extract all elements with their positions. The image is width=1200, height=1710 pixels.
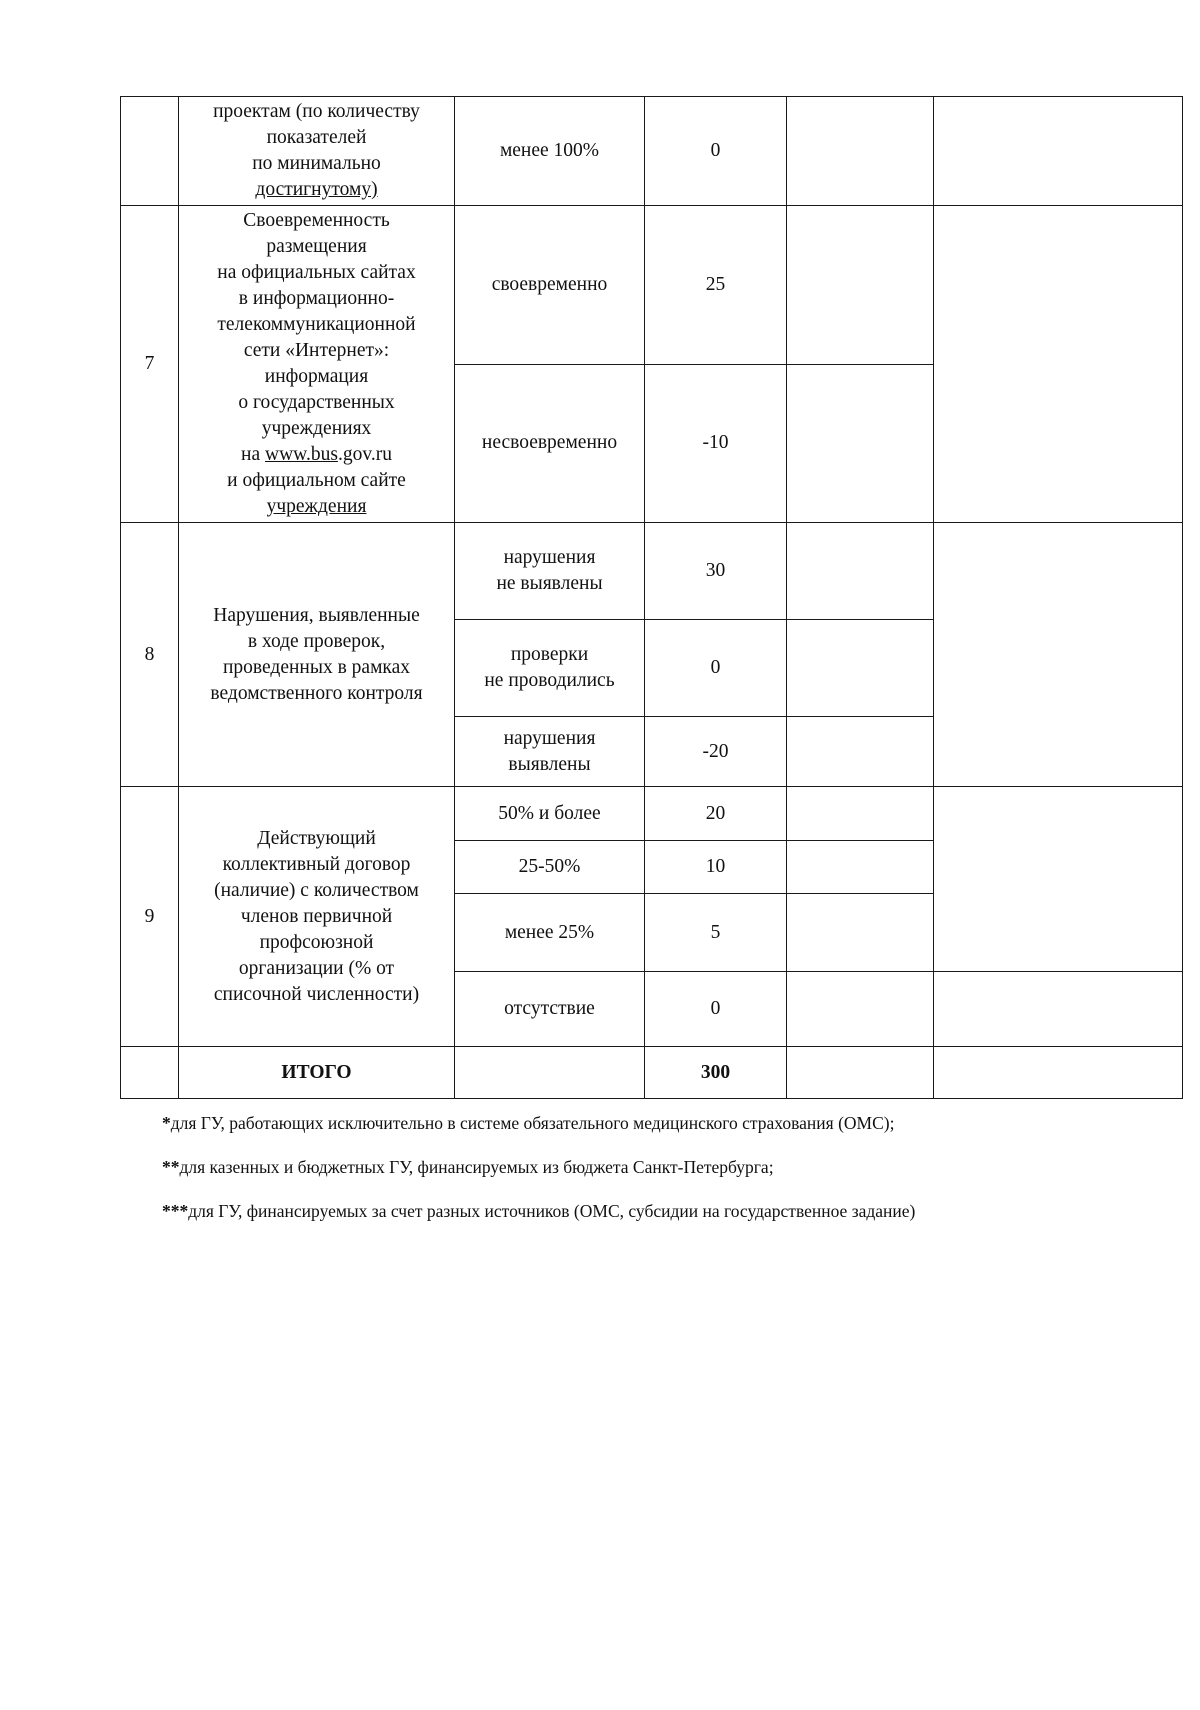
row-number-cell: 7 <box>121 206 179 523</box>
indicator-line: в информационно- <box>238 288 395 309</box>
indicator-line: коллективный договор <box>222 853 411 875</box>
blank-cell <box>934 1047 1183 1099</box>
footnote-text: для ГУ, финансируемых за счет разных источников (ОМС, субсидии на государственное задание) <box>188 1201 916 1221</box>
indicator-line: о государственных <box>238 392 395 413</box>
indicator-line: сети «Интернет»: <box>243 340 390 361</box>
indicator-cell <box>179 523 455 787</box>
indicator-line: информация <box>264 366 369 387</box>
points-cell: 25 <box>645 206 787 365</box>
indicator-line: Своевременность <box>243 210 390 231</box>
blank-cell <box>787 1047 934 1099</box>
table-row <box>121 206 1183 365</box>
indicator-cell <box>179 97 455 206</box>
blank-cell <box>787 364 934 523</box>
indicator-line: и официальном сайте <box>227 470 406 491</box>
blank-cell <box>934 972 1183 1047</box>
criterion-cell: своевременно <box>455 206 645 365</box>
criterion-cell: 25-50% <box>455 841 645 894</box>
criterion-line: нарушения <box>503 547 596 568</box>
indicator-prefix: на <box>241 444 266 465</box>
criterion-cell: отсутствие <box>455 972 645 1047</box>
indicator-cell <box>179 206 455 523</box>
criterion-cell <box>455 523 645 620</box>
footnote <box>162 1156 915 1178</box>
criterion-line: нарушения <box>503 727 596 749</box>
criterion-line: не проводились <box>484 670 615 691</box>
indicator-line: размещения <box>266 236 367 257</box>
criterion-line: не выявлены <box>496 573 603 594</box>
blank-cell <box>787 894 934 972</box>
table-row <box>121 97 1183 206</box>
blank-cell <box>787 787 934 841</box>
criterion-cell: менее 100% <box>455 97 645 206</box>
footnote <box>162 1200 915 1222</box>
indicator-line: членов первичной <box>240 905 393 927</box>
criteria-table <box>120 96 1183 1099</box>
criterion-line: выявлены <box>508 753 591 775</box>
row-number-cell: 9 <box>121 787 179 1047</box>
blank-cell <box>934 523 1183 787</box>
criterion-cell <box>455 620 645 717</box>
points-cell: 0 <box>645 620 787 717</box>
row-number-cell <box>121 1047 179 1099</box>
total-points: 300 <box>645 1047 787 1099</box>
points-cell: 0 <box>645 972 787 1047</box>
total-label: ИТОГО <box>179 1047 455 1099</box>
indicator-line: показателей <box>266 127 367 148</box>
blank-cell <box>787 523 934 620</box>
indicator-line: по минимально <box>252 153 381 174</box>
indicator-suffix: .gov.ru <box>337 444 392 465</box>
indicator-line: телекоммуникационной <box>217 314 416 335</box>
indicator-line: проектам (по количеству <box>213 101 420 122</box>
indicator-line: профсоюзной <box>259 931 374 953</box>
blank-cell <box>787 97 934 206</box>
footnote-text: для ГУ, работающих исключительно в системе обязательного медицинского страхования (ОМС); <box>170 1113 895 1133</box>
blank-cell <box>934 206 1183 523</box>
points-cell: 20 <box>645 787 787 841</box>
indicator-line: Нарушения, выявленные <box>213 604 420 626</box>
points-cell: 10 <box>645 841 787 894</box>
indicator-line-with-link <box>183 442 450 468</box>
footnote-mark: *** <box>162 1201 189 1221</box>
criterion-cell: 50% и более <box>455 787 645 841</box>
blank-cell <box>787 972 934 1047</box>
row-number-cell: 8 <box>121 523 179 787</box>
indicator-line: организации (% от <box>238 957 395 979</box>
website-link[interactable]: www.bus <box>265 444 338 465</box>
blank-cell <box>787 620 934 717</box>
footnotes <box>162 1112 915 1244</box>
table-row <box>121 787 1183 841</box>
indicator-line: учреждениях <box>261 418 372 439</box>
blank-cell <box>934 97 1183 206</box>
indicator-line: Действующий <box>257 827 376 849</box>
criterion-cell: менее 25% <box>455 894 645 972</box>
table-row <box>121 523 1183 620</box>
blank-cell <box>787 206 934 365</box>
criterion-line: проверки <box>510 644 589 665</box>
indicator-line: в ходе проверок, <box>247 630 386 652</box>
indicator-line: достигнутому) <box>255 179 378 200</box>
total-row <box>121 1047 1183 1099</box>
footnote-mark: * <box>162 1113 171 1133</box>
indicator-line: учреждения <box>266 496 367 517</box>
criterion-cell <box>455 717 645 787</box>
points-cell: -10 <box>645 364 787 523</box>
footnote-mark: ** <box>162 1157 180 1177</box>
blank-cell <box>787 717 934 787</box>
points-cell: 0 <box>645 97 787 206</box>
indicator-line: ведомственного контроля <box>210 682 423 704</box>
indicator-cell <box>179 787 455 1047</box>
indicator-line: списочной численности) <box>213 983 420 1005</box>
blank-cell <box>934 787 1183 972</box>
criterion-cell <box>455 1047 645 1099</box>
footnote-text: для казенных и бюджетных ГУ, финансируемых из бюджета Санкт-Петербурга; <box>179 1157 774 1177</box>
points-cell: 5 <box>645 894 787 972</box>
criterion-cell: несвоевременно <box>455 364 645 523</box>
indicator-line: проведенных в рамках <box>222 656 410 678</box>
points-cell: 30 <box>645 523 787 620</box>
blank-cell <box>787 841 934 894</box>
footnote <box>162 1112 915 1134</box>
indicator-line: (наличие) с количеством <box>214 879 419 901</box>
points-cell: -20 <box>645 717 787 787</box>
row-number-cell <box>121 97 179 206</box>
indicator-line: на официальных сайтах <box>217 262 416 283</box>
